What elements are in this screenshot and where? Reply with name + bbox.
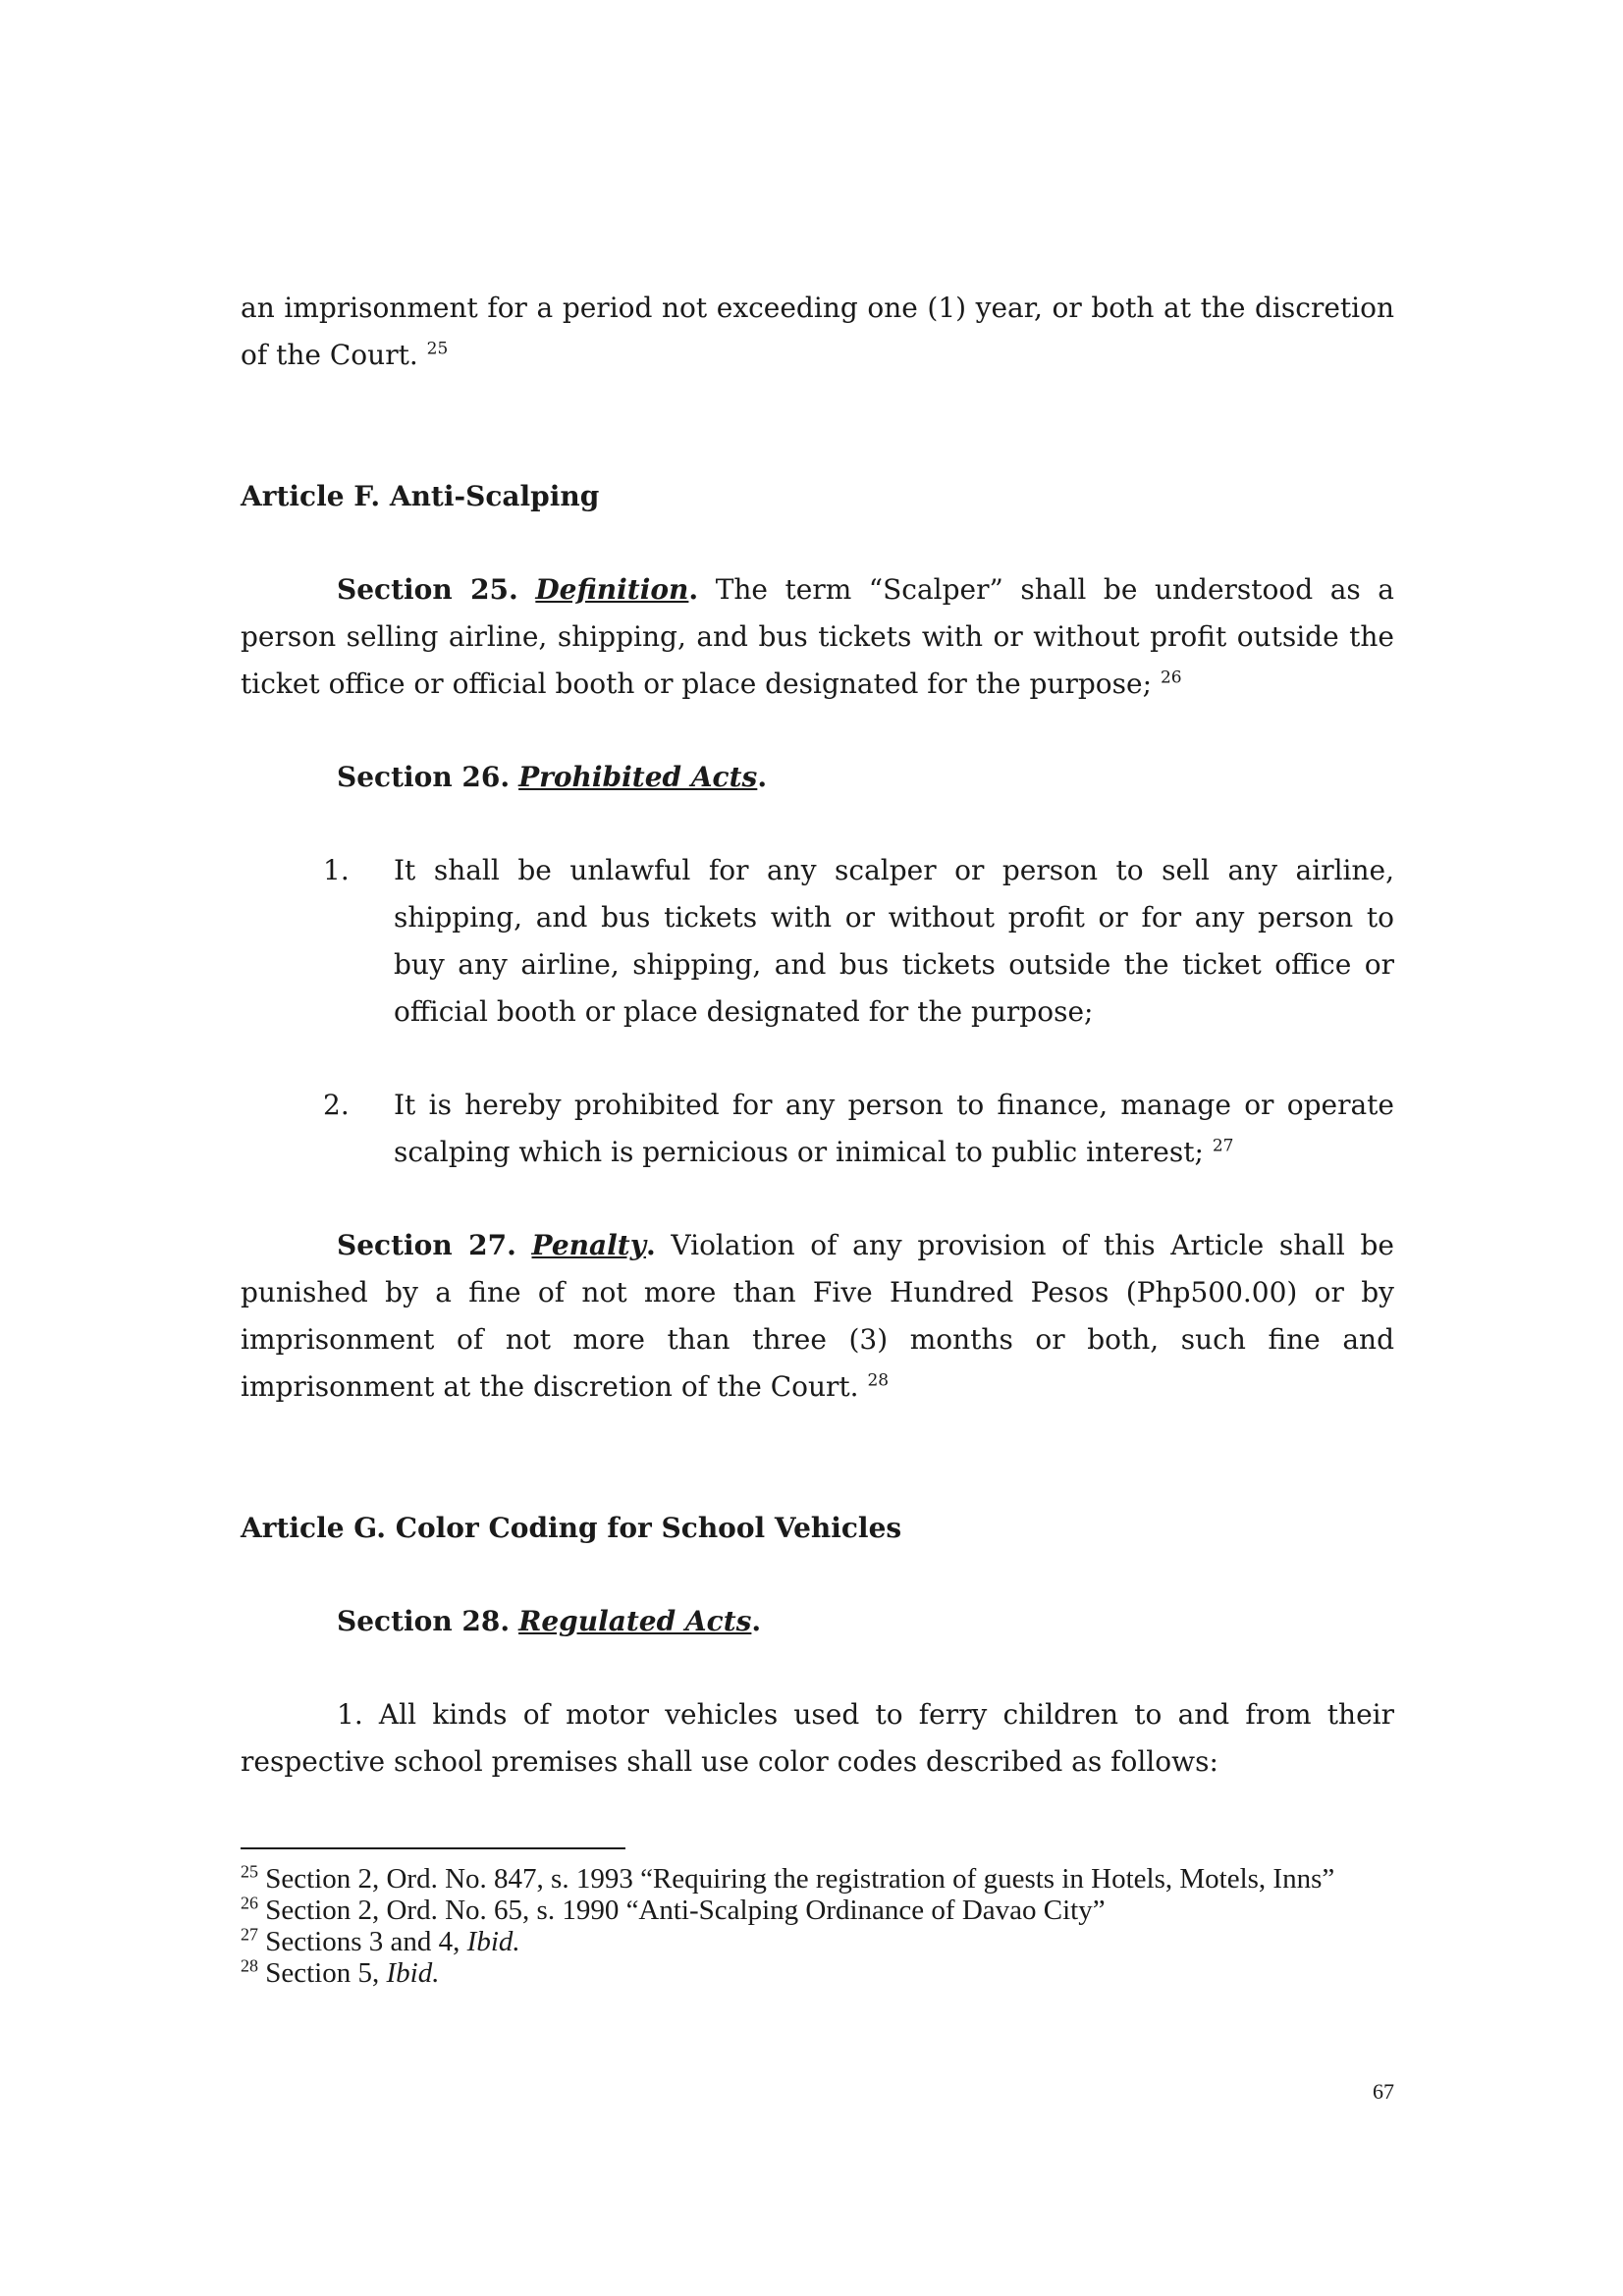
section-27-title: Penalty [531, 1229, 646, 1261]
footnote-number: 27 [241, 1924, 258, 1945]
footnote-ref-28: 28 [867, 1370, 890, 1391]
section-26 [241, 754, 1394, 801]
continuation-text: an imprisonment for a period not exceeding one (1) year, or both at the discretion of the Court. [241, 292, 1394, 371]
footnote-ref-25: 25 [426, 339, 449, 359]
footnote-ref-27: 27 [1212, 1136, 1234, 1156]
footnotes [241, 1863, 1394, 1989]
section-27-label: Section 27. [337, 1229, 516, 1261]
section-27-punct: . [646, 1229, 656, 1261]
list-item-number: 2. [323, 1089, 350, 1121]
section-25-text: The term “Scalper” shall be understood as a person selling airline, shipping, and bus tickets with or without profit outside the ticket office or official booth or place designated for the purpose; [241, 573, 1394, 700]
section-27 [241, 1222, 1394, 1411]
list-item [241, 1082, 1394, 1176]
footnote-ibid: Ibid. [466, 1926, 520, 1957]
footnote-25 [241, 1863, 1394, 1895]
section-25 [241, 566, 1394, 708]
footnote-text: Section 2, Ord. No. 847, s. 1993 “Requiring the registration of guests in Hotels, Motels, Inns” [265, 1863, 1335, 1895]
section-26-punct: . [757, 761, 768, 793]
section-28 [241, 1598, 1394, 1645]
section-26-label: Section 26. [337, 761, 511, 793]
section-25-label: Section 25. [337, 573, 518, 606]
article-f-heading: Article F. Anti-Scalping [241, 480, 600, 512]
page-number: 67 [1373, 2079, 1394, 2104]
section-25-title: Definition [535, 573, 689, 606]
footnote-number: 26 [241, 1893, 258, 1913]
footnote-27 [241, 1926, 1394, 1957]
footnote-number: 28 [241, 1955, 258, 1976]
section-25-punct: . [688, 573, 699, 606]
continuation-paragraph [241, 285, 1394, 379]
list-item-text: It shall be unlawful for any scalper or person to sell any airline, shipping, and bus tickets with or without profit or for any person to buy any airline, shipping, and bus tickets outside the ticket office or official booth or place designated for the purpose; [394, 854, 1394, 1028]
list-item-text: It is hereby prohibited for any person to finance, manage or operate scalping which is pernicious or inimical to public interest; [394, 1089, 1394, 1168]
section-27-text: Violation of any provision of this Article shall be punished by a fine of not more than Five Hundred Pesos (Php500.00) or by imprisonment of not more than three (3) months or both, such fine and imprisonment at the discretion of the Court. [241, 1229, 1394, 1403]
footnote-ref-26: 26 [1160, 667, 1182, 688]
section-26-list [241, 847, 1394, 1176]
section-26-title: Prohibited Acts [518, 761, 758, 793]
footnote-text: Section 2, Ord. No. 65, s. 1990 “Anti-Scalping Ordinance of Davao City” [265, 1895, 1106, 1926]
footnote-number: 25 [241, 1861, 258, 1882]
footnote-separator [241, 1847, 625, 1849]
article-g-heading: Article G. Color Coding for School Vehicles [241, 1512, 902, 1544]
footnote-text: Section 5, [265, 1957, 387, 1989]
section-28-paragraph: 1. All kinds of motor vehicles used to ferry children to and from their respective school premises shall use color codes described as follows: [241, 1698, 1394, 1778]
document-body [241, 285, 1394, 1786]
section-28-label: Section 28. [337, 1605, 511, 1637]
section-28-title: Regulated Acts [518, 1605, 752, 1637]
footnote-text: Sections 3 and 4, [265, 1926, 467, 1957]
footnote-28 [241, 1957, 1394, 1989]
footnote-26 [241, 1895, 1394, 1926]
list-item [241, 847, 1394, 1036]
section-28-punct: . [751, 1605, 762, 1637]
footnote-ibid: Ibid. [386, 1957, 440, 1989]
list-item-number: 1. [323, 854, 350, 886]
